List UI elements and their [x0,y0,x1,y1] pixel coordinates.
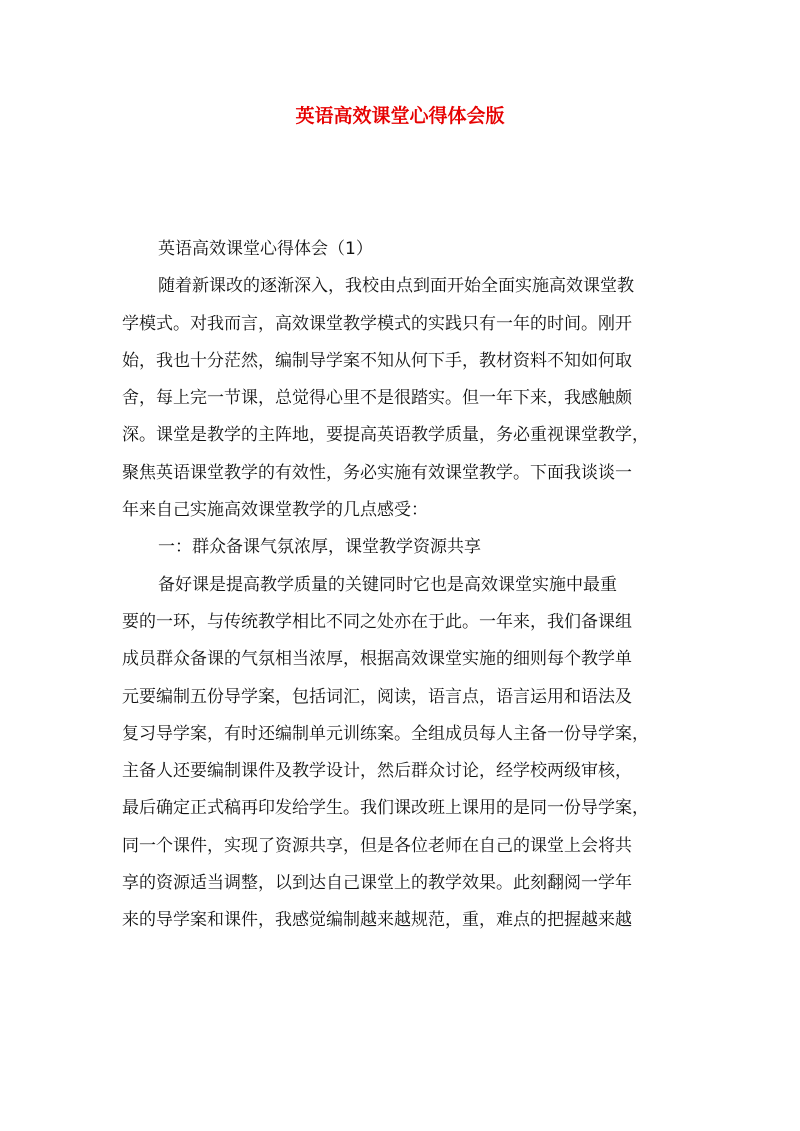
paragraph-line: 享的资源适当调整，以到达自己课堂上的教学效果。此刻翻阅一学年 [122,873,632,894]
section-heading: 英语高效课堂心得体会（1） [158,239,373,259]
paragraph-line: 学模式。对我而言，高效课堂教学模式的实践只有一年的时间。刚开 [122,313,632,334]
paragraph-line: 要的一环，与传统教学相比不同之处亦在于此。一年来，我们备课组 [122,611,632,632]
paragraph-line: 复习导学案，有时还编制单元训练案。全组成员每人主备一份导学案， [122,723,649,744]
document-title: 英语高效课堂心得体会版 [295,105,505,127]
paragraph-line: 备好课是提高教学质量的关键同时它也是高效课堂实施中最重 [158,574,617,595]
paragraph-line: 始，我也十分茫然，编制导学案不知从何下手，教材资料不知如何取 [122,350,632,371]
paragraph-line: 主备人还要编制课件及教学设计，然后群众讨论，经学校两级审核， [122,761,632,782]
paragraph-line: 最后确定正式稿再印发给学生。我们课改班上课用的是同一份导学案， [122,798,649,819]
paragraph-line: 深。课堂是教学的主阵地，要提高英语教学质量，务必重视课堂教学， [122,425,649,446]
paragraph-line: 元要编制五份导学案，包括词汇，阅读，语言点，语言运用和语法及 [122,686,632,707]
subheading: 一：群众备课气氛浓厚，课堂教学资源共享 [158,537,481,558]
paragraph-line: 聚焦英语课堂教学的有效性，务必实施有效课堂教学。下面我谈谈一 [122,462,632,483]
paragraph-line: 成员群众备课的气氛相当浓厚，根据高效课堂实施的细则每个教学单 [122,649,632,670]
paragraph-line: 同一个课件，实现了资源共享，但是各位老师在自己的课堂上会将共 [122,835,632,856]
paragraph-line: 随着新课改的逐渐深入，我校由点到面开始全面实施高效课堂教 [158,276,634,297]
paragraph-line: 年来自己实施高效课堂教学的几点感受： [122,500,428,521]
paragraph-line: 来的导学案和课件，我感觉编制越来越规范，重，难点的把握越来越 [122,910,632,931]
document-body [122,231,684,940]
paragraph-line: 舍，每上完一节课，总觉得心里不是很踏实。但一年下来，我感触颇 [122,388,632,409]
